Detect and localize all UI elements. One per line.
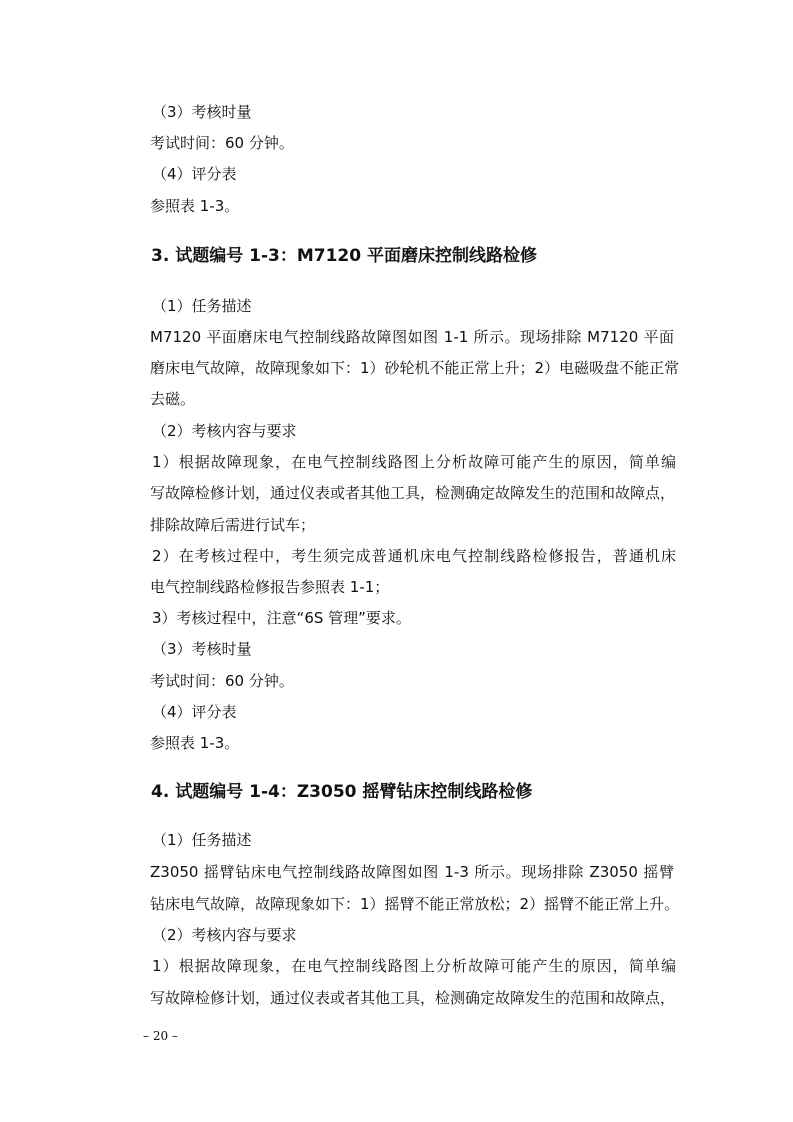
section-3-req2-line: 2）在考核过程中，考生须完成普通机床电气控制线路检修报告，普通机床 <box>152 547 676 565</box>
section-3-req1-line: 写故障检修计划，通过仪表或者其他工具，检测确定故障发生的范围和故障点， <box>150 484 676 502</box>
section-4-task-subheading: （1）任务描述 <box>152 831 252 849</box>
section-3-desc-line: 磨床电气故障，故障现象如下：1）砂轮机不能正常上升；2）电磁吸盘不能正常 <box>150 359 680 377</box>
section-3-heading: 3. 试题编号 1-3：M7120 平面磨床控制线路检修 <box>151 246 537 266</box>
section-4-req1-line: 写故障检修计划，通过仪表或者其他工具，检测确定故障发生的范围和故障点， <box>150 989 676 1007</box>
section-3-reference: 参照表 1-3。 <box>150 734 240 752</box>
page-number: – 20 – <box>143 1029 178 1043</box>
section-4-desc-line: 钻床电气故障，故障现象如下：1）摇臂不能正常放松；2）摇臂不能正常上升。 <box>150 895 680 913</box>
section-3-req1-line: 排除故障后需进行试车； <box>150 516 316 534</box>
section-3-time-subheading: （3）考核时量 <box>152 640 252 658</box>
section-3-content-subheading: （2）考核内容与要求 <box>152 422 297 440</box>
section-3-exam-time: 考试时间：60 分钟。 <box>150 672 294 690</box>
section-3-desc-line: M7120 平面磨床电气控制线路故障图如图 1-1 所示。现场排除 M7120 平面 <box>150 328 674 346</box>
section-3-req3: 3）考核过程中，注意“6S 管理”要求。 <box>152 609 411 627</box>
section-3-task-subheading: （1）任务描述 <box>152 297 252 315</box>
section-4-desc-line: Z3050 摇臂钻床电气控制线路故障图如图 1-3 所示。现场排除 Z3050 摇臂 <box>150 863 674 881</box>
section-3-desc-line: 去磁。 <box>150 390 196 408</box>
exam-time-text: 考试时间：60 分钟。 <box>150 134 294 152</box>
reference-text: 参照表 1-3。 <box>150 197 240 215</box>
section-3-req1-line: 1）根据故障现象，在电气控制线路图上分析故障可能产生的原因，简单编 <box>152 453 676 471</box>
section-4-heading: 4. 试题编号 1-4：Z3050 摇臂钻床控制线路检修 <box>151 782 533 802</box>
subheading-assessment-time: （3）考核时量 <box>152 103 252 121</box>
section-3-req2-line: 电气控制线路检修报告参照表 1-1； <box>150 578 390 596</box>
section-4-content-subheading: （2）考核内容与要求 <box>152 926 297 944</box>
subheading-score-table: （4）评分表 <box>152 165 237 183</box>
section-3-score-subheading: （4）评分表 <box>152 703 237 721</box>
section-4-req1-line: 1）根据故障现象，在电气控制线路图上分析故障可能产生的原因，简单编 <box>152 957 676 975</box>
